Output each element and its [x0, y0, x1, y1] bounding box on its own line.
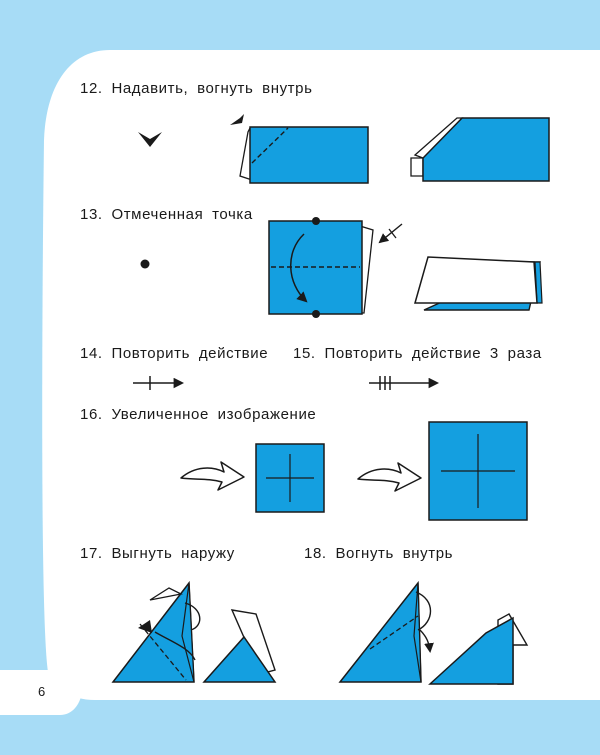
page-number: 6 — [38, 684, 46, 699]
step-18-number: 18. — [304, 545, 327, 562]
step-15-caption — [293, 345, 542, 362]
step-12-number: 12. — [80, 80, 103, 97]
step-17-number: 17. — [80, 545, 103, 562]
step-17-text: Выгнуть наружу — [111, 545, 235, 562]
step-18-text: Вогнуть внутрь — [335, 545, 454, 562]
step-16-text: Увеличенное изображение — [111, 406, 317, 423]
step-14-text: Повторить действие — [111, 345, 269, 362]
step16-large-square — [429, 422, 527, 520]
step-15-number: 15. — [293, 345, 316, 362]
step-15-text: Повторить действие 3 раза — [324, 345, 542, 362]
step16-small-square — [256, 444, 324, 512]
step-13-number: 13. — [80, 206, 103, 223]
step-13-caption — [80, 206, 253, 223]
symbol-marked-point — [141, 260, 150, 269]
step-16-number: 16. — [80, 406, 103, 423]
step-16-caption — [80, 406, 316, 423]
step-12-text: Надавить, вогнуть внутрь — [111, 80, 313, 97]
step-13-text: Отмеченная точка — [111, 206, 253, 223]
step-14-number: 14. — [80, 345, 103, 362]
step-18-caption — [304, 545, 453, 562]
step13-diagram-after — [415, 257, 542, 310]
step-12-caption — [80, 80, 313, 97]
step-17-caption — [80, 545, 235, 562]
step-14-caption — [80, 345, 268, 362]
